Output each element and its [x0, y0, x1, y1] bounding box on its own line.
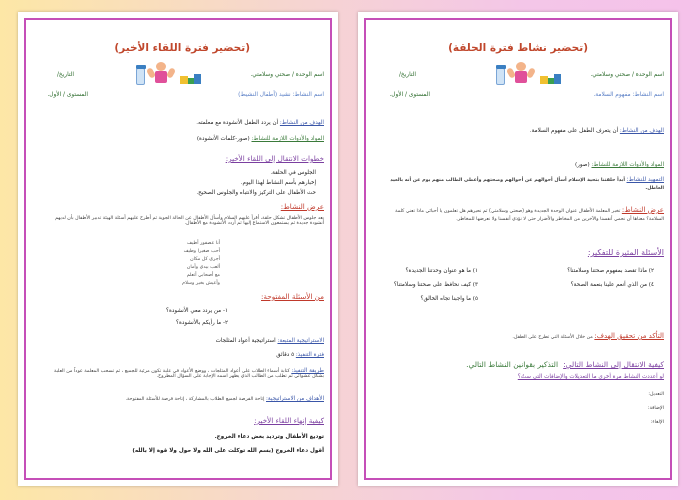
transition-row	[466, 352, 664, 371]
level-label: المستوى / الأول.	[47, 92, 88, 98]
page-last-meeting	[18, 12, 338, 486]
closing-heading: كيفية إنهاء اللقاء الأخير:	[254, 416, 324, 425]
method-text: كتابة أسماء الطلاب على أعواد المثلجات ، ووضع الأعواد في علبة تكون مرئية للجميع ، ثم تسحب المعلمة عوداً من العلبة بشكل عشوائي ثم تطلب من الطالب الذي يظهر اسمه الإجابة على السؤال المطروح.	[53, 369, 324, 379]
step-item: حث الأطفال على التركيز والانتباه والجلوس الصحيح.	[196, 190, 316, 196]
goals-label: الأهداف من الاستراتيجية:	[266, 396, 324, 402]
toys-icon	[540, 72, 562, 84]
page-title: (تحضير نشاط فترة الحلقة)	[448, 42, 588, 54]
water-bottle-icon	[496, 68, 505, 85]
unit-label: اسم الوحدة / صحتي وسلامتي.	[590, 72, 664, 78]
level-label: المستوى / الأول.	[389, 92, 430, 98]
open-question: ١- من يردد معي الأنشودة؟	[166, 308, 228, 314]
tools-text: (صور-كلمات الأنشودة)	[196, 136, 250, 142]
check-text: من خلال الأسئلة التي تطرح على الطفل.	[512, 335, 593, 340]
goal-row	[196, 120, 324, 126]
tools-text: (صور)	[574, 162, 590, 168]
date-label: التاريخ/	[56, 72, 74, 78]
open-question: ٢- ما رأيكم بالأنشودة؟	[176, 320, 228, 326]
activity-label: اسم النشاط: مفهوم السلامة.	[593, 92, 664, 98]
child-head-icon	[156, 62, 166, 71]
poem-line: وأعيش بخير وسلام	[182, 281, 220, 286]
goal-text: أن يردد الطفل الأنشودة مع معلمته.	[196, 120, 279, 126]
poem	[182, 240, 220, 288]
strategy-row	[216, 338, 324, 344]
child-body-icon	[155, 71, 167, 83]
child-head-icon	[516, 62, 526, 71]
check-label: التأكد من تحقيق الهدف:	[594, 332, 664, 340]
deep-question: ٤) من الذي أنعم علينا بنعمة الصحة؟	[570, 282, 654, 288]
present-label: عرض النشاط:	[621, 206, 664, 214]
closing-line: توديع الأطفال وترديد بعض دعاء الخروج.	[214, 434, 324, 440]
activity-label: اسم النشاط: نشيد (أطفال النشيط)	[238, 92, 324, 98]
goal-row	[530, 128, 664, 134]
method-row	[42, 368, 324, 379]
check-row	[512, 332, 664, 340]
present-text: بعد جلوس الأطفال تشكل حلقة، أقرأ عليهم السلام وأسأل الأطفال عن الحالة الجوية ثم أطرح عليهم أسئلة الهيئة تدبير الأطفال بأن لديهم أنشودة جديدة ثم يستمعون الاستماع إليها ثم أردد الأنشودة مع الأطفال.	[55, 216, 324, 226]
deep-questions-heading: الأسئلة المثيرة للتفكير:	[587, 248, 664, 257]
note-line: الإلغاء:	[650, 420, 664, 425]
present-text: تخبر المعلمة الأطفال عنوان الوحدة الجديدة وهو (صحتي وسلامتي) ثم نحيرهم هل تعلمون يا أحبائي ماذا تعني كلمة السلامة؟ معناها أن نحمي أنفسنا والآخرين من المخاطر والأضرار حتى لا نؤذي أنفسنا ولا نعرضها للمخاطر.	[395, 209, 664, 222]
date-label: التاريخ/	[398, 72, 416, 78]
page-circle-activity	[358, 12, 678, 486]
deep-question: ٢) ماذا تقصد بمفهوم صحتنا وسلامتنا؟	[567, 268, 654, 274]
child-body-icon	[515, 71, 527, 83]
goals-row	[125, 396, 324, 402]
deep-question: ٥) ما واجبنا تجاه الخالق؟	[420, 296, 478, 302]
transition-heading: كيفية الانتقال إلى النشاط التالي:	[563, 360, 664, 369]
method-label: طريقة التنفيذ:	[291, 368, 324, 374]
kids-illustration	[494, 58, 566, 88]
strategy-text: استراتيجية أعواد المثلجات	[215, 338, 276, 344]
kids-illustration	[134, 58, 206, 88]
poem-line: أجري كل مكان	[190, 257, 220, 262]
closing-line: أقول دعاء الخروج (بسم الله توكلت على الله ولا حول ولا قوة إلا بالله)	[132, 448, 324, 454]
duration-row	[276, 352, 324, 358]
page-title: (تحضير فترة اللقاء الأخير)	[114, 42, 250, 54]
poem-line: مع أصحابي أتعلم	[186, 273, 220, 278]
strategy-label: الاستراتيجية المتبعة:	[277, 338, 324, 344]
next-time-question: لو أعددت النشاط مرة أخرى ما التعديلات والإضافات التي ستُ؟	[517, 374, 664, 380]
present-row	[382, 206, 664, 224]
steps-heading: خطوات الانتقال إلى اللقاء الأخير:	[225, 154, 324, 163]
intro-text: أبدأ حلقتنا بتحية الإسلام أسأل أحوالهم عن أحوالهم وصحتهم وأعطي الطالب منهم يوم عن أنه بالعيد العاطل.	[390, 178, 664, 191]
duration-label: فترة التنفيذ:	[295, 352, 324, 358]
step-item: إخبارهم بأسم النشاط لهذا اليوم.	[240, 180, 316, 186]
goal-label: الهدف من النشاط:	[279, 120, 324, 126]
note-line: الإضافة:	[647, 406, 664, 411]
deep-question: ٣) كيف نحافظ على صحتنا وسلامتنا؟	[393, 282, 478, 288]
goals-text: إتاحة الفرصة لجميع الطلاب بالمشاركة ، إتاحة فرصة للأسئلة المفتوحة.	[125, 397, 265, 402]
poem-line: ألعب بيدي وأمان	[186, 265, 220, 270]
tools-label: المواد والأدوات اللازمة للنشاط:	[251, 136, 324, 142]
step-item: الجلوس في الحلقة.	[270, 170, 316, 176]
tools-label: المواد والأدوات اللازمة للنشاط:	[591, 162, 664, 168]
water-bottle-icon	[136, 68, 145, 85]
tools-row	[575, 162, 664, 168]
toys-icon	[180, 72, 202, 84]
open-questions-heading: من الأسئلة المفتوحة:	[261, 292, 324, 301]
goal-label: الهدف من النشاط:	[619, 128, 664, 134]
deep-question: ١) ما هو عنوان وحدتنا الجديدة؟	[405, 268, 478, 274]
duration-text: ٥ دقائق	[276, 352, 295, 358]
transition-text: التذكير بقوانين النشاط التالي.	[466, 360, 559, 369]
goal-text: أن يتعرف الطفل على مفهوم السلامة.	[529, 128, 619, 134]
present-heading: عرض النشاط:	[280, 202, 324, 211]
intro-row	[382, 176, 664, 193]
note-line: التعديل:	[648, 392, 664, 397]
tools-row	[197, 136, 324, 142]
unit-label: اسم الوحدة / صحتي وسلامتي.	[250, 72, 324, 78]
intro-label: التمهيد للنشاط:	[626, 177, 664, 183]
poem-line: أنا عصفور أطيف	[187, 241, 220, 246]
poem-line: أحب صغيرا وطيف	[183, 249, 220, 254]
